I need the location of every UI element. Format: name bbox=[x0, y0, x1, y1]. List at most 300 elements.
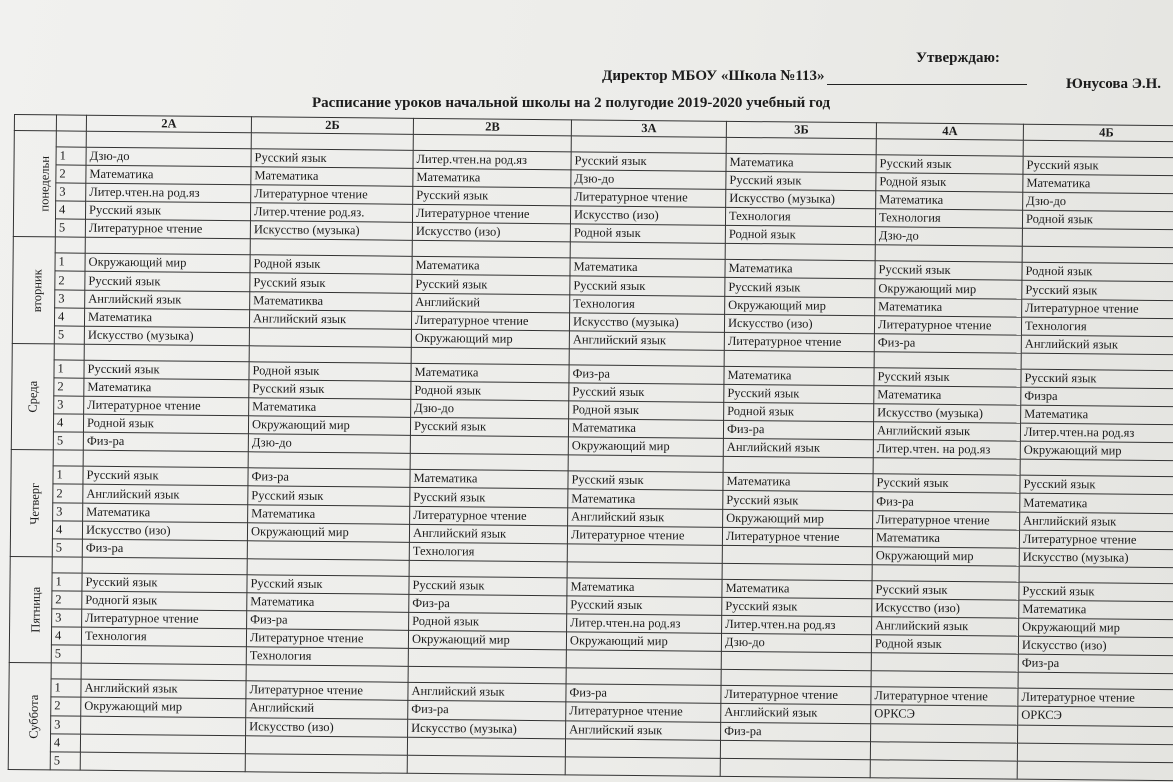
subject-cell: Математика bbox=[874, 386, 1021, 406]
subject-cell: Окружающий мир bbox=[1020, 442, 1173, 462]
subject-cell: Окружающий мир bbox=[408, 630, 566, 650]
empty-cell bbox=[54, 344, 84, 360]
subject-cell: Математика bbox=[567, 578, 722, 598]
lesson-number: 2 bbox=[54, 378, 84, 396]
subject-cell: Математика bbox=[568, 489, 723, 509]
empty-cell bbox=[409, 560, 567, 577]
empty-cell bbox=[413, 134, 571, 151]
header-corner bbox=[14, 115, 56, 131]
day-label-cell bbox=[11, 343, 54, 450]
subject-cell: Окружающий мир bbox=[411, 329, 569, 349]
empty-cell bbox=[408, 667, 566, 684]
subject-cell bbox=[871, 723, 1018, 743]
subject-cell: Английский bbox=[412, 293, 570, 313]
subject-cell: Литер.чтение род.яз. bbox=[250, 203, 412, 223]
subject-cell: Литературное чтение bbox=[566, 702, 721, 722]
subject-cell: Английский язык bbox=[873, 422, 1020, 442]
subject-cell: Окружающий мир bbox=[723, 509, 873, 529]
subject-cell: Математика bbox=[722, 579, 872, 599]
day-label: вторник bbox=[30, 268, 45, 312]
subject-cell: Математика bbox=[412, 257, 570, 277]
subject-cell bbox=[407, 755, 565, 775]
empty-cell bbox=[82, 557, 247, 574]
subject-cell: Технология bbox=[1021, 317, 1173, 337]
subject-cell: Физ-ра bbox=[1018, 654, 1173, 674]
subject-cell: Математика bbox=[1021, 405, 1173, 425]
subject-cell: Английский язык bbox=[81, 679, 246, 699]
day-label-cell bbox=[9, 556, 52, 663]
subject-cell: Окружающий мир bbox=[85, 254, 250, 274]
subject-cell bbox=[80, 752, 245, 772]
empty-cell bbox=[248, 452, 410, 469]
lesson-number: 1 bbox=[51, 679, 81, 697]
lesson-number: 5 bbox=[53, 432, 83, 450]
subject-cell bbox=[410, 436, 568, 456]
subject-cell: Математика bbox=[251, 167, 413, 187]
signature-line bbox=[827, 70, 1027, 85]
subject-cell: Математика bbox=[724, 366, 874, 386]
subject-cell: Русский язык bbox=[874, 368, 1021, 388]
day-label: понедельн bbox=[37, 156, 52, 212]
subject-cell: Английский язык bbox=[568, 507, 723, 527]
subject-cell: Физ-ра bbox=[248, 468, 410, 488]
class-header: 4Б bbox=[1023, 124, 1173, 142]
director-line bbox=[602, 68, 1027, 85]
subject-cell: Технология bbox=[409, 542, 567, 562]
subject-cell bbox=[720, 740, 870, 760]
lesson-number: 1 bbox=[54, 360, 84, 378]
empty-cell bbox=[412, 241, 570, 258]
subject-cell bbox=[81, 716, 246, 736]
subject-cell: Русский язык bbox=[726, 171, 876, 191]
subject-cell: Английский язык bbox=[721, 704, 871, 724]
empty-cell bbox=[249, 346, 411, 363]
subject-cell: Искусство (изо) bbox=[724, 314, 874, 334]
subject-cell: Искусство (изо) bbox=[1018, 636, 1173, 656]
lesson-number: 2 bbox=[52, 591, 82, 609]
lesson-number: 5 bbox=[51, 645, 81, 663]
subject-cell: Литературное чтение bbox=[410, 506, 568, 526]
subject-cell: Дзю-до bbox=[1023, 192, 1173, 212]
empty-cell bbox=[410, 454, 568, 471]
subject-cell: Физ-ра bbox=[873, 492, 1020, 512]
subject-cell bbox=[408, 649, 566, 669]
subject-cell: Окружающий мир bbox=[248, 416, 410, 436]
empty-cell bbox=[250, 239, 412, 256]
subject-cell: Английский язык bbox=[85, 290, 250, 310]
header-num bbox=[56, 115, 86, 131]
empty-cell bbox=[83, 451, 248, 468]
subject-cell: Русский язык bbox=[725, 278, 875, 298]
empty-cell bbox=[1018, 673, 1173, 690]
subject-cell: Русский язык bbox=[1020, 475, 1173, 495]
subject-cell: Родной язык bbox=[871, 635, 1018, 655]
subject-cell: Дзю-до bbox=[411, 399, 569, 419]
subject-cell bbox=[1017, 761, 1173, 781]
subject-cell bbox=[80, 734, 245, 754]
subject-cell: Математиква bbox=[250, 291, 412, 311]
subject-cell: Математика bbox=[725, 260, 875, 280]
subject-cell: Технология bbox=[875, 209, 1022, 229]
subject-cell: Математика bbox=[568, 419, 723, 439]
empty-cell bbox=[874, 352, 1021, 369]
lesson-number: 2 bbox=[55, 271, 85, 289]
empty-cell bbox=[570, 242, 725, 259]
subject-cell: Родной язык bbox=[724, 402, 874, 422]
subject-cell: Физ-ра bbox=[569, 365, 724, 385]
subject-cell: Английский язык bbox=[1021, 335, 1173, 355]
subject-cell: Родной язык bbox=[1022, 263, 1173, 283]
empty-cell bbox=[246, 665, 408, 682]
subject-cell: Русский язык bbox=[85, 201, 250, 221]
empty-cell bbox=[1021, 353, 1173, 370]
empty-cell bbox=[251, 133, 413, 150]
subject-cell: Русский язык bbox=[247, 575, 409, 595]
subject-cell: Русский язык bbox=[724, 384, 874, 404]
subject-cell: Русский язык bbox=[873, 474, 1020, 494]
day-label-cell bbox=[12, 237, 55, 344]
subject-cell: Искусство (музыка) bbox=[408, 719, 566, 739]
subject-cell: Литературное чтение bbox=[1018, 688, 1173, 708]
subject-cell: Литературное чтение bbox=[721, 686, 871, 706]
subject-cell: Родной язык bbox=[725, 226, 875, 246]
subject-cell: Математика bbox=[570, 258, 725, 278]
subject-cell: Русский язык bbox=[84, 360, 249, 380]
subject-cell bbox=[871, 653, 1018, 673]
subject-cell bbox=[565, 738, 720, 758]
subject-cell: Физ-ра bbox=[247, 611, 409, 631]
subject-cell: Литературное чтение bbox=[411, 311, 569, 331]
day-label-cell bbox=[10, 450, 53, 557]
subject-cell: Математика bbox=[410, 470, 568, 490]
subject-cell: Английский язык bbox=[249, 309, 411, 329]
empty-cell bbox=[52, 557, 82, 573]
subject-cell bbox=[721, 652, 871, 672]
subject-cell: Технология bbox=[570, 294, 725, 314]
schedule-table bbox=[8, 114, 1173, 781]
subject-cell: Искусство (музыка) bbox=[250, 221, 412, 241]
director-label: Директор МБОУ «Школа №113» bbox=[602, 68, 825, 84]
lesson-number: 4 bbox=[54, 308, 84, 326]
subject-cell: Искусство (музыка) bbox=[84, 326, 249, 346]
subject-cell: Родной язык bbox=[250, 255, 412, 275]
empty-cell bbox=[876, 139, 1023, 156]
subject-cell: Математика bbox=[726, 153, 876, 173]
subject-cell: Математика bbox=[1019, 600, 1173, 620]
subject-cell: Математика bbox=[875, 297, 1022, 317]
subject-cell bbox=[567, 544, 722, 564]
subject-cell: Искусство (музыка) bbox=[569, 313, 724, 333]
subject-cell: Литературное чтение bbox=[84, 396, 249, 416]
subject-cell: Литературное чтение bbox=[82, 609, 247, 629]
subject-cell bbox=[565, 757, 720, 777]
subject-cell: Русский язык bbox=[410, 488, 568, 508]
subject-cell: Математика bbox=[248, 504, 410, 524]
subject-cell: Математика bbox=[84, 378, 249, 398]
subject-cell: Русский язык bbox=[723, 491, 873, 511]
signer-name: Юнусова Э.Н. bbox=[1066, 76, 1162, 92]
subject-cell: Русский язык bbox=[722, 597, 872, 617]
subject-cell bbox=[249, 328, 411, 348]
subject-cell: Русский язык bbox=[250, 273, 412, 293]
subject-cell: Физ-ра bbox=[874, 334, 1021, 354]
subject-cell: Родной язык bbox=[569, 401, 724, 421]
lesson-number: 2 bbox=[56, 165, 86, 183]
subject-cell: Искусство (изо) bbox=[412, 223, 570, 243]
day-label: Четверг bbox=[27, 482, 42, 525]
subject-cell bbox=[566, 650, 721, 670]
empty-cell bbox=[568, 455, 723, 472]
subject-cell: Литер.чтен. на род.яз bbox=[873, 440, 1020, 460]
empty-cell bbox=[571, 136, 726, 153]
subject-cell: Математика bbox=[86, 165, 251, 185]
subject-cell bbox=[81, 645, 246, 665]
subject-cell: Математика bbox=[249, 398, 411, 418]
subject-cell: Физ-ра bbox=[82, 539, 247, 559]
subject-cell: Физ-ра bbox=[408, 701, 566, 721]
empty-cell bbox=[247, 559, 409, 576]
subject-cell: Математика bbox=[1020, 494, 1173, 514]
subject-cell bbox=[722, 545, 872, 565]
subject-cell: Русский язык bbox=[567, 596, 722, 616]
subject-cell: Русский язык bbox=[251, 149, 413, 169]
lesson-number: 4 bbox=[51, 627, 81, 645]
subject-cell: Окружающий мир bbox=[725, 296, 875, 316]
subject-cell: Литер.чтен.на род.яз bbox=[567, 614, 722, 634]
class-header: 2А bbox=[86, 115, 251, 133]
lesson-number: 4 bbox=[52, 521, 82, 539]
subject-cell: Окружающий мир bbox=[1019, 618, 1173, 638]
subject-cell: ОРКСЭ bbox=[1018, 707, 1173, 727]
subject-cell: Русский язык bbox=[248, 486, 410, 506]
subject-cell: Английский язык bbox=[569, 331, 724, 351]
empty-cell bbox=[872, 565, 1019, 582]
lesson-number: 5 bbox=[52, 539, 82, 557]
class-header: 2Б bbox=[251, 117, 413, 135]
subject-cell: Русский язык bbox=[1023, 156, 1173, 176]
subject-cell: Искусство (музыка) bbox=[1019, 548, 1173, 568]
subject-cell: Русский язык bbox=[876, 155, 1023, 175]
subject-cell bbox=[870, 760, 1017, 780]
subject-cell: Физ-ра bbox=[723, 421, 873, 441]
lesson-number: 1 bbox=[55, 253, 85, 271]
subject-cell: Искусство (изо) bbox=[570, 206, 725, 226]
subject-cell: Литературное чтение bbox=[412, 205, 570, 225]
subject-cell bbox=[245, 754, 407, 774]
empty-cell bbox=[411, 347, 569, 364]
subject-cell: Технология bbox=[725, 208, 875, 228]
subject-cell: Литературное чтение bbox=[1019, 530, 1173, 550]
subject-cell: Литературное чтение bbox=[246, 681, 408, 701]
empty-cell bbox=[723, 457, 873, 474]
subject-cell: Литературное чтение bbox=[85, 220, 250, 240]
subject-cell: Дзю-до bbox=[86, 147, 251, 167]
subject-cell bbox=[870, 741, 1017, 761]
subject-cell: Литературное чтение bbox=[871, 687, 1018, 707]
subject-cell bbox=[1018, 725, 1173, 745]
subject-cell: Русский язык bbox=[570, 276, 725, 296]
subject-cell: Литер.чтен.на род.яз bbox=[722, 615, 872, 635]
subject-cell: Литер.чтен.на род.яз bbox=[1020, 423, 1173, 443]
subject-cell: Окружающий мир bbox=[81, 698, 246, 718]
subject-cell: Английский язык bbox=[566, 720, 721, 740]
class-header: 3А bbox=[571, 120, 726, 137]
subject-cell: Английский bbox=[246, 699, 408, 719]
subject-cell: Русский язык bbox=[571, 152, 726, 172]
empty-cell bbox=[875, 245, 1022, 262]
subject-cell: Английский язык bbox=[1020, 512, 1173, 532]
subject-cell: Русский язык bbox=[1021, 369, 1173, 389]
subject-cell: Дзю-до bbox=[875, 227, 1022, 247]
empty-cell bbox=[567, 562, 722, 579]
empty-cell bbox=[51, 663, 81, 679]
lesson-number: 1 bbox=[52, 573, 82, 591]
subject-cell: Родной язык bbox=[876, 173, 1023, 193]
subject-cell: ОРКСЭ bbox=[871, 705, 1018, 725]
lesson-number: 2 bbox=[51, 697, 81, 715]
subject-cell: Английский язык bbox=[872, 617, 1019, 637]
subject-cell: Окружающий мир bbox=[872, 547, 1019, 567]
approve-label: Утверждаю: bbox=[916, 50, 1000, 66]
subject-cell: Литер.чтен.на род.яз bbox=[86, 183, 251, 203]
subject-cell: Физ-ра bbox=[721, 722, 871, 742]
subject-cell: Математика bbox=[83, 503, 248, 523]
subject-cell: Родной язык bbox=[409, 612, 567, 632]
subject-cell: Технология bbox=[81, 627, 246, 647]
subject-cell: Дзю-до bbox=[248, 434, 410, 454]
empty-cell bbox=[86, 131, 251, 148]
subject-cell: Дзю-до bbox=[721, 633, 871, 653]
lesson-number: 5 bbox=[54, 326, 84, 344]
subject-cell: Родной язык bbox=[83, 414, 248, 434]
subject-cell: Искусство (изо) bbox=[872, 599, 1019, 619]
class-header: 4А bbox=[876, 123, 1023, 140]
class-header: 3Б bbox=[726, 121, 876, 138]
empty-cell bbox=[56, 131, 86, 147]
empty-cell bbox=[1022, 247, 1173, 264]
subject-cell: Литературное чтение bbox=[873, 510, 1020, 530]
subject-cell: Искусство (изо) bbox=[82, 521, 247, 541]
empty-cell bbox=[1020, 460, 1173, 477]
subject-cell: Литературное чтение bbox=[571, 188, 726, 208]
subject-cell: Искусство (музыка) bbox=[874, 404, 1021, 424]
lesson-number: 4 bbox=[50, 734, 80, 752]
subject-cell bbox=[245, 735, 407, 755]
subject-cell: Английский язык bbox=[723, 439, 873, 459]
subject-cell: Литературное чтение bbox=[567, 526, 722, 546]
subject-cell: Математика bbox=[84, 308, 249, 328]
subject-cell: Русский язык bbox=[249, 380, 411, 400]
subject-cell: Литературное чтение bbox=[722, 527, 872, 547]
subject-cell: Русский язык bbox=[1019, 582, 1173, 602]
subject-cell: Дзю-до bbox=[571, 170, 726, 190]
lesson-number: 1 bbox=[56, 147, 86, 165]
empty-cell bbox=[84, 344, 249, 361]
lesson-number: 3 bbox=[54, 396, 84, 414]
lesson-number: 4 bbox=[53, 414, 83, 432]
subject-cell bbox=[247, 541, 409, 561]
subject-cell: Русский язык bbox=[568, 471, 723, 491]
subject-cell: Английский язык bbox=[408, 683, 566, 703]
empty-cell bbox=[85, 238, 250, 255]
empty-cell bbox=[725, 244, 875, 261]
subject-cell: Русский язык bbox=[1022, 281, 1173, 301]
empty-cell bbox=[81, 664, 246, 681]
subject-cell: Искусство (музыка) bbox=[726, 189, 876, 209]
subject-cell: Технология bbox=[246, 647, 408, 667]
subject-cell: Окружающий мир bbox=[566, 632, 721, 652]
day-label-cell bbox=[13, 131, 56, 238]
subject-cell: Родной язык bbox=[249, 362, 411, 382]
lesson-number: 5 bbox=[55, 219, 85, 237]
empty-cell bbox=[721, 670, 871, 687]
empty-cell bbox=[55, 237, 85, 253]
subject-cell: Физра bbox=[1021, 387, 1173, 407]
lesson-number: 3 bbox=[53, 502, 83, 520]
subject-cell: Английский язык bbox=[409, 524, 567, 544]
empty-cell bbox=[724, 350, 874, 367]
subject-cell: Физ-ра bbox=[566, 684, 721, 704]
subject-cell bbox=[1022, 229, 1173, 249]
page-title: Расписание уроков начальной школы на 2 полугодие 2019-2020 учебный год bbox=[312, 95, 831, 111]
subject-cell: Русский язык bbox=[409, 576, 567, 596]
subject-cell: Родной язык bbox=[1022, 210, 1173, 230]
empty-cell bbox=[726, 137, 876, 154]
subject-cell: Окружающий мир bbox=[568, 437, 723, 457]
empty-cell bbox=[1023, 140, 1173, 157]
subject-cell: Литературное чтение bbox=[246, 629, 408, 649]
empty-cell bbox=[1019, 566, 1173, 583]
subject-cell: Математика bbox=[876, 191, 1023, 211]
subject-cell: Родной язык bbox=[570, 224, 725, 244]
subject-cell: Русский язык bbox=[872, 581, 1019, 601]
subject-cell: Русский язык bbox=[569, 383, 724, 403]
lesson-number: 3 bbox=[52, 609, 82, 627]
lesson-number: 3 bbox=[56, 183, 86, 201]
subject-cell: Литературное чтение bbox=[874, 315, 1021, 335]
subject-cell: Русский язык bbox=[83, 466, 248, 486]
subject-cell: Литературное чтение bbox=[724, 332, 874, 352]
subject-cell: Физ-ра bbox=[83, 433, 248, 453]
subject-cell: Математика bbox=[872, 528, 1019, 548]
lesson-number: 5 bbox=[50, 752, 80, 771]
subject-cell: Родной язык bbox=[411, 381, 569, 401]
lesson-number: 2 bbox=[53, 484, 83, 502]
subject-cell: Русский язык bbox=[412, 275, 570, 295]
empty-cell bbox=[722, 563, 872, 580]
empty-cell bbox=[569, 349, 724, 366]
subject-cell bbox=[1017, 743, 1173, 763]
subject-cell bbox=[407, 737, 565, 757]
subject-cell: Русский язык bbox=[410, 418, 568, 438]
subject-cell: Русский язык bbox=[413, 186, 571, 206]
subject-cell: Родногй язык bbox=[82, 591, 247, 611]
subject-cell: Окружающий мир bbox=[247, 522, 409, 542]
empty-cell bbox=[871, 671, 1018, 688]
day-label: Суббота bbox=[26, 694, 41, 739]
subject-cell: Русский язык bbox=[875, 261, 1022, 281]
subject-cell: Математика bbox=[411, 363, 569, 383]
subject-cell: Математика bbox=[247, 593, 409, 613]
subject-cell: Русский язык bbox=[85, 272, 250, 292]
day-label: Пятница bbox=[28, 586, 43, 633]
empty-cell bbox=[873, 458, 1020, 475]
subject-cell: Окружающий мир bbox=[875, 279, 1022, 299]
lesson-number: 1 bbox=[53, 466, 83, 484]
subject-cell: Физ-ра bbox=[409, 594, 567, 614]
subject-cell: Литературное чтение bbox=[251, 185, 413, 205]
empty-cell bbox=[53, 450, 83, 466]
